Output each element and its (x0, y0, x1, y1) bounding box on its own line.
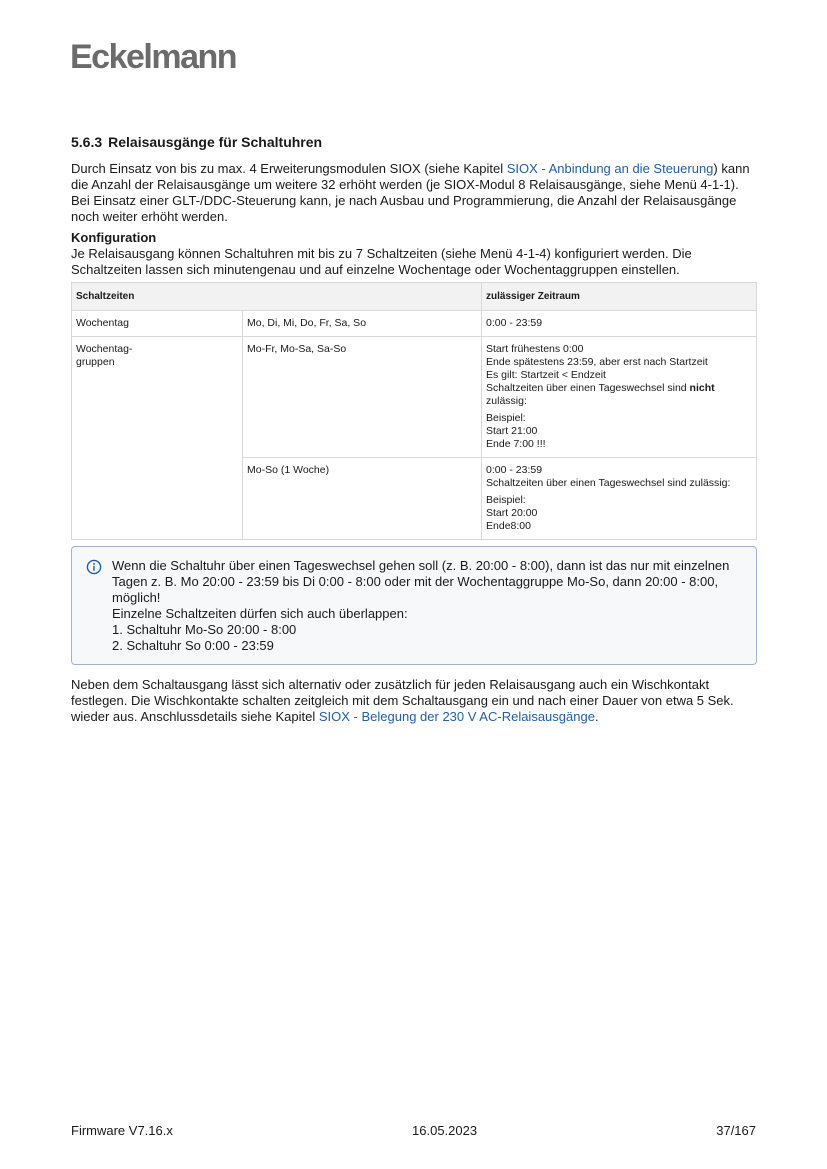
after-text-1: Neben dem Schaltausgang lässt sich alternativ oder zusätzlich für jeden Relaisausgang auch ein Wischkontakt festlegen. Die Wischkontakte schalten zeitgleich mit dem Schaltausgang ein und nach einer Dauer von etwa 5 Sek. wieder aus. Anschlussdetails siehe Kapitel (71, 677, 734, 724)
config-paragraph: Je Relaisausgang können Schaltuhren mit bis zu 7 Schaltzeiten (siehe Menü 4-1-4) konfiguriert werden. Die Schaltzeiten lassen sich minutengenau und auf einzelne Wochentage oder Wochentaggruppen einstellen. (71, 246, 692, 277)
example-text (486, 412, 752, 451)
example-label: Beispiel: (486, 494, 526, 506)
range-text (486, 464, 752, 490)
section-number: 5.6.3 (71, 134, 103, 150)
cell-days: Mo-Fr, Mo-Sa, Sa-So (243, 337, 482, 458)
page-footer (71, 1123, 756, 1138)
range-line: Es gilt: Startzeit < Endzeit (486, 369, 606, 381)
main-content (71, 134, 757, 725)
range-line: zulässig: (486, 395, 527, 407)
range-bold: nicht (689, 382, 715, 394)
table-header-row (72, 283, 757, 311)
note-line: 2. Schaltuhr So 0:00 - 23:59 (112, 638, 274, 653)
example-line: Ende 7:00 !!! (486, 438, 546, 450)
note-text (112, 558, 756, 654)
range-line: Start frühestens 0:00 (486, 343, 584, 355)
footer-firmware: Firmware V7.16.x (71, 1123, 173, 1138)
note-line: 1. Schaltuhr Mo-So 20:00 - 8:00 (112, 622, 297, 637)
cell-type-wochentaggruppen: Wochentag- gruppen (72, 337, 243, 540)
note-line: Einzelne Schaltzeiten dürfen sich auch überlappen: (112, 606, 408, 621)
note-line: Wenn die Schaltuhr über einen Tageswechsel gehen soll (z. B. 20:00 - 8:00), dann ist das nur mit einzelnen Tagen z. B. Mo 20:00 - 23:59 bis Di 0:00 - 8:00 oder mit der Wochentaggruppe Mo-So, dann 20:00 - 8:00, möglich! (112, 558, 730, 605)
section-heading (71, 134, 757, 150)
example-line: Ende8:00 (486, 520, 531, 532)
cell-days: Mo-So (1 Woche) (243, 458, 482, 540)
intro-text-2: ) kann die Anzahl der Relaisausgänge um weitere 32 erhöht werden (je SIOX-Modul 8 Relaisausgänge, siehe Menü 4-1-1). Bei Einsatz einer GLT-/DDC-Steuerung kann, je nach Ausbau und Programmierung, die Anzahl der Relaisausgänge noch weiter erhöht werden. (71, 161, 750, 224)
footer-page-number: 37/167 (716, 1123, 756, 1138)
info-note (71, 546, 757, 665)
section-title: Relaisausgänge für Schaltuhren (108, 134, 323, 150)
table-row (72, 337, 757, 458)
link-siox-anbindung[interactable]: SIOX - Anbindung an die Steuerung (506, 161, 714, 176)
cell-type-wochentag: Wochentag (72, 311, 243, 337)
wischkontakt-paragraph (71, 677, 757, 725)
cell-days: Mo, Di, Mi, Do, Fr, Sa, So (243, 311, 482, 337)
link-siox-belegung[interactable]: SIOX - Belegung der 230 V AC-Relaisausgänge (318, 709, 595, 724)
example-line: Start 20:00 (486, 507, 538, 519)
schaltzeiten-table (71, 282, 757, 540)
cell-range: 0:00 - 23:59 (482, 311, 757, 337)
table-row (72, 311, 757, 337)
cell-range (482, 337, 757, 458)
range-text (486, 343, 752, 408)
range-line: Schaltzeiten über einen Tageswechsel sind zulässig: (486, 477, 731, 489)
after-text-2: . (594, 709, 599, 724)
header-schaltzeiten: Schaltzeiten (72, 283, 482, 311)
header-zeitraum: zulässiger Zeitraum (482, 283, 757, 311)
cell-range (482, 458, 757, 540)
intro-text-1: Durch Einsatz von bis zu max. 4 Erweiterungsmodulen SIOX (siehe Kapitel (71, 161, 507, 176)
intro-paragraph (71, 161, 757, 225)
eckelmann-logo: Eckelmann (70, 38, 237, 76)
range-line: Schaltzeiten über einen Tageswechsel sind (486, 382, 690, 394)
footer-date: 16.05.2023 (412, 1123, 478, 1138)
info-icon (86, 559, 102, 575)
config-heading: Konfiguration (71, 230, 157, 245)
example-text (486, 494, 752, 533)
range-line: Ende spätestens 23:59, aber erst nach Startzeit (486, 356, 708, 368)
example-label: Beispiel: (486, 412, 526, 424)
range-line: 0:00 - 23:59 (486, 464, 543, 476)
example-line: Start 21:00 (486, 425, 538, 437)
